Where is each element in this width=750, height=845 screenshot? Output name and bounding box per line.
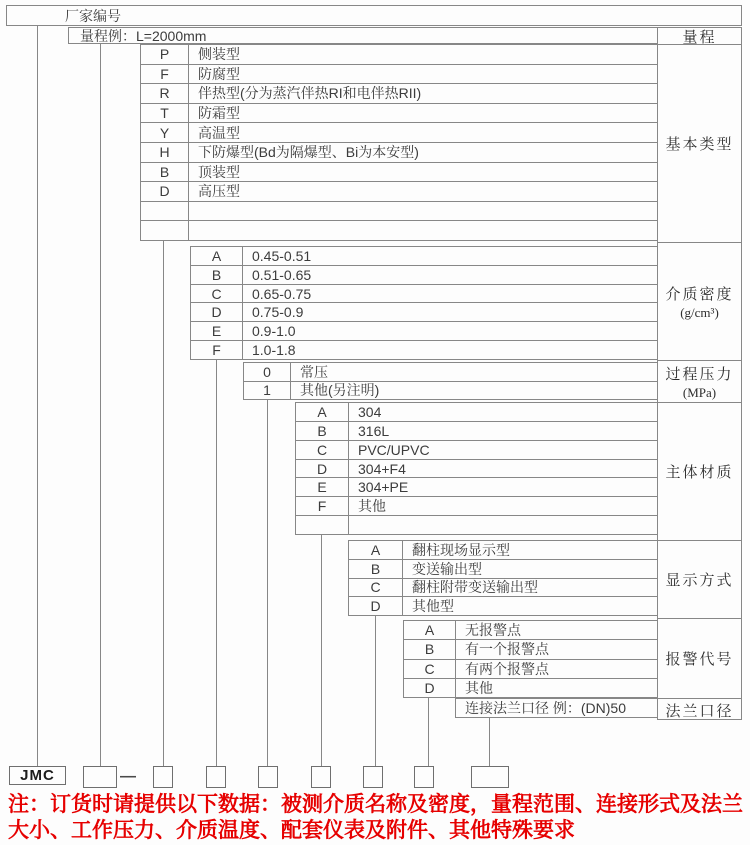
table-row [296,441,657,460]
range-example-row [68,27,658,44]
code-cell: T [141,104,189,123]
pressure-table [243,362,658,400]
desc-cell: 防腐型 [198,65,240,82]
desc-cell: 其他 [465,679,493,696]
table-row [296,497,657,516]
code-cell: B [191,266,243,284]
order-note-line2: 大小、工作压力、介质温度、配套仪表及附件、其他特殊要求 [8,819,575,842]
side-label-range: 量程 [658,28,741,45]
side-label-flange-size: 法兰口径 [665,703,734,720]
code-cell [296,516,349,534]
category-label-column [657,27,742,720]
desc-cell: 0.45-0.51 [252,247,312,264]
table-row [244,363,657,382]
table-row [349,541,657,560]
side-label-pressure-unit: (MPa) [682,384,717,400]
code-cell: B [141,163,189,182]
table-row [141,104,657,124]
table-row [141,84,657,104]
order-note-line1: 注：订货时请提供以下数据：被测介质名称及密度，量程范围、连接形式及法兰 [8,793,743,816]
desc-cell: PVC/UPVC [358,441,430,458]
table-row [141,65,657,85]
desc-cell: 高温型 [198,124,240,141]
desc-cell: 0.9-1.0 [252,323,296,340]
connector-line-pressure [267,399,268,766]
table-row [349,597,657,615]
code-cell: A [349,541,403,559]
desc-cell: 其他型 [412,598,454,615]
connector-line-alarm-code [428,697,429,766]
model-code-box-pressure [258,766,278,788]
side-label-density-unit: (g/cm³) [680,304,719,320]
table-row [404,621,657,640]
order-note [8,792,746,844]
vendor-number-row [6,5,742,26]
model-code-box-material [311,766,331,788]
side-label-display-mode: 显示方式 [658,541,741,619]
code-cell: D [404,679,456,697]
model-code-box-range [83,766,117,788]
code-cell: B [296,422,349,440]
table-row [404,679,657,697]
table-row [191,303,657,322]
table-row [296,478,657,497]
table-row [404,640,657,659]
table-row [296,460,657,479]
code-cell: R [141,84,189,103]
table-row [191,247,657,266]
range-example-label: 量程例：L=2000mm [80,27,207,44]
basic-type-table [140,44,658,241]
table-row [191,285,657,304]
alarm-code-table [403,620,658,698]
desc-cell: 316L [358,422,390,439]
connector-line-basic-type [163,240,164,766]
desc-cell: 有两个报警点 [465,660,549,677]
desc-cell: 下防爆型(Bd为隔爆型、Bi为本安型) [198,144,419,161]
model-code-box-alarm-code [414,766,434,788]
code-cell: E [296,478,349,496]
connector-line-range [100,43,101,766]
table-row-empty [296,516,657,534]
code-cell [141,202,189,221]
table-row [141,123,657,143]
table-row [191,341,657,359]
desc-cell: 有一个报警点 [465,641,549,658]
code-cell: E [191,322,243,340]
table-row [296,422,657,441]
table-row-empty [141,221,657,240]
table-row [404,660,657,679]
table-row [141,143,657,163]
code-cell [141,221,189,240]
desc-cell: 304 [358,403,382,420]
connector-line-density [216,359,217,766]
table-row [244,382,657,400]
desc-cell: 无报警点 [465,622,521,639]
code-cell: Y [141,123,189,142]
desc-cell: 侧装型 [198,46,240,63]
code-cell: A [404,621,456,639]
code-cell: P [141,45,189,64]
table-row [191,322,657,341]
model-code-box-display-mode [363,766,383,788]
desc-cell: 顶装型 [198,163,240,180]
code-cell: C [404,660,456,678]
table-row [141,163,657,183]
vendor-number-label: 厂家编号 [65,7,121,24]
table-row [141,182,657,202]
code-cell: D [296,460,349,478]
code-cell: D [349,597,403,615]
desc-cell: 其他(另注明) [300,382,380,399]
table-row [296,403,657,422]
flange-size-row [455,698,658,718]
desc-cell: 伴热型(分为蒸汽伴热RI和电伴热RII) [198,85,422,102]
connector-line-vendor [37,25,38,766]
code-cell: H [141,143,189,162]
model-code-box-density [206,766,226,788]
table-row [191,266,657,285]
material-table [295,402,658,535]
model-code-box-basic-type [153,766,173,788]
desc-cell: 0.51-0.65 [252,266,312,283]
flange-size-label: 连接法兰口径 例：(DN)50 [465,700,627,716]
desc-cell: 0.65-0.75 [252,285,312,302]
model-dash-separator: — [120,768,136,785]
code-cell: F [191,341,243,359]
side-label-density: 介质密度 (g/cm³) [658,243,741,361]
code-cell: F [296,497,349,515]
desc-cell: 0.75-0.9 [252,304,304,321]
desc-cell: 变送输出型 [412,560,482,577]
connector-line-material [321,534,322,766]
desc-cell: 高压型 [198,183,240,200]
code-cell: C [349,579,403,597]
desc-cell: 304+F4 [358,460,406,477]
model-prefix-box: JMC [9,766,66,785]
model-code-box-flange-size [471,766,509,788]
desc-cell: 1.0-1.8 [252,342,296,359]
side-label-basic-type: 基本类型 [658,45,741,243]
display-mode-table [348,540,658,616]
density-table [190,246,658,360]
code-cell: A [296,403,349,421]
table-row [349,579,657,598]
desc-cell: 翻柱附带变送输出型 [412,579,538,596]
code-cell: D [191,303,243,321]
code-cell: 1 [244,382,291,400]
code-cell: 0 [244,363,291,381]
connector-line-display-mode [375,615,376,766]
side-label-alarm-code: 报警代号 [658,619,741,699]
code-cell: B [349,560,403,578]
code-cell: C [191,285,243,303]
side-label-pressure: 过程压力 (MPa) [658,361,741,403]
code-cell: C [296,441,349,459]
table-row-empty [141,202,657,222]
table-row [141,45,657,65]
desc-cell: 翻柱现场显示型 [412,541,510,558]
code-cell: B [404,640,456,658]
desc-cell: 常压 [300,363,328,380]
side-label-material: 主体材质 [658,403,741,541]
connector-line-flange-size [489,717,490,766]
desc-cell: 防霜型 [198,105,240,122]
desc-cell: 304+PE [358,479,409,496]
code-cell: F [141,65,189,84]
code-cell: D [141,182,189,201]
code-cell: A [191,247,243,265]
desc-cell: 其他 [358,498,386,515]
table-row [349,560,657,579]
